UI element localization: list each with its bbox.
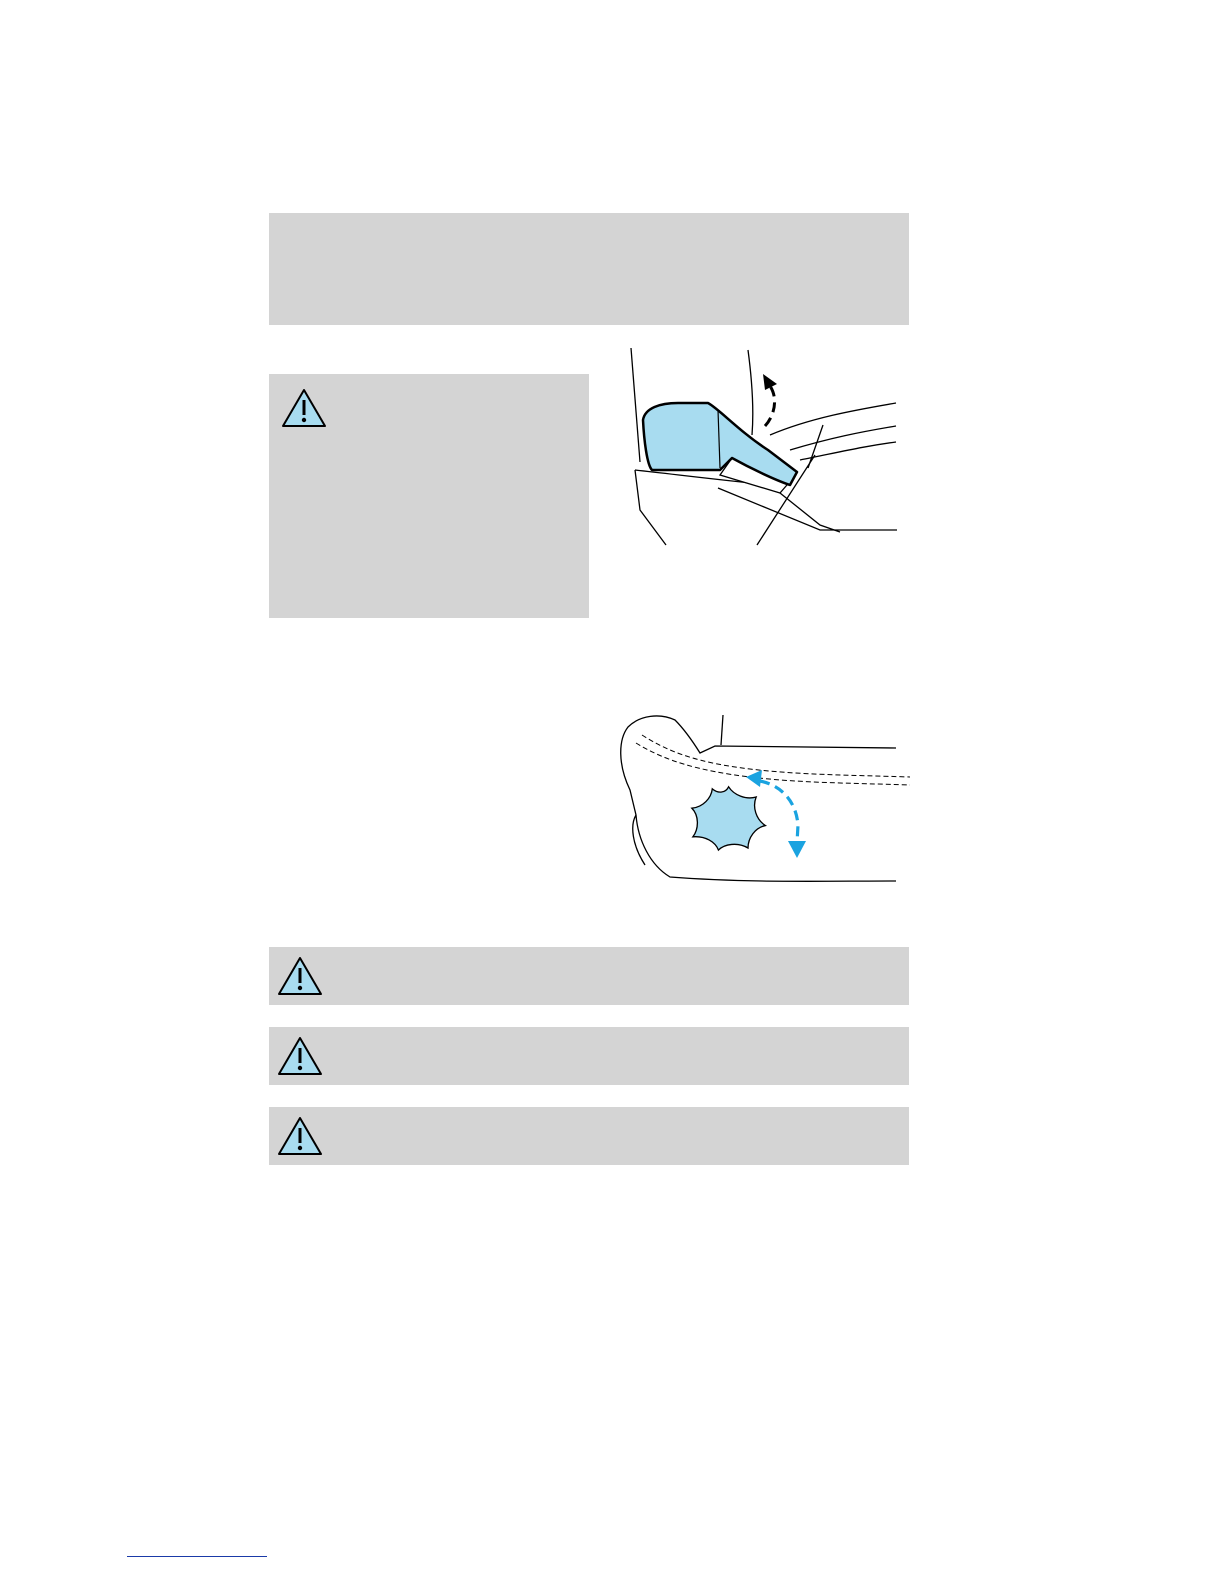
warning-bar-1 <box>269 947 909 1005</box>
warning-bar-2 <box>269 1027 909 1085</box>
warning-triangle-icon <box>279 386 329 430</box>
lumbar-knob-figure <box>600 705 910 890</box>
header-band <box>269 213 909 325</box>
recline-lever-figure <box>600 340 910 555</box>
footer-rule <box>127 1556 267 1557</box>
warning-box-large <box>269 374 589 618</box>
warning-triangle-icon <box>275 1034 325 1078</box>
warning-triangle-icon <box>275 1114 325 1158</box>
warning-triangle-icon <box>275 954 325 998</box>
warning-bar-3 <box>269 1107 909 1165</box>
